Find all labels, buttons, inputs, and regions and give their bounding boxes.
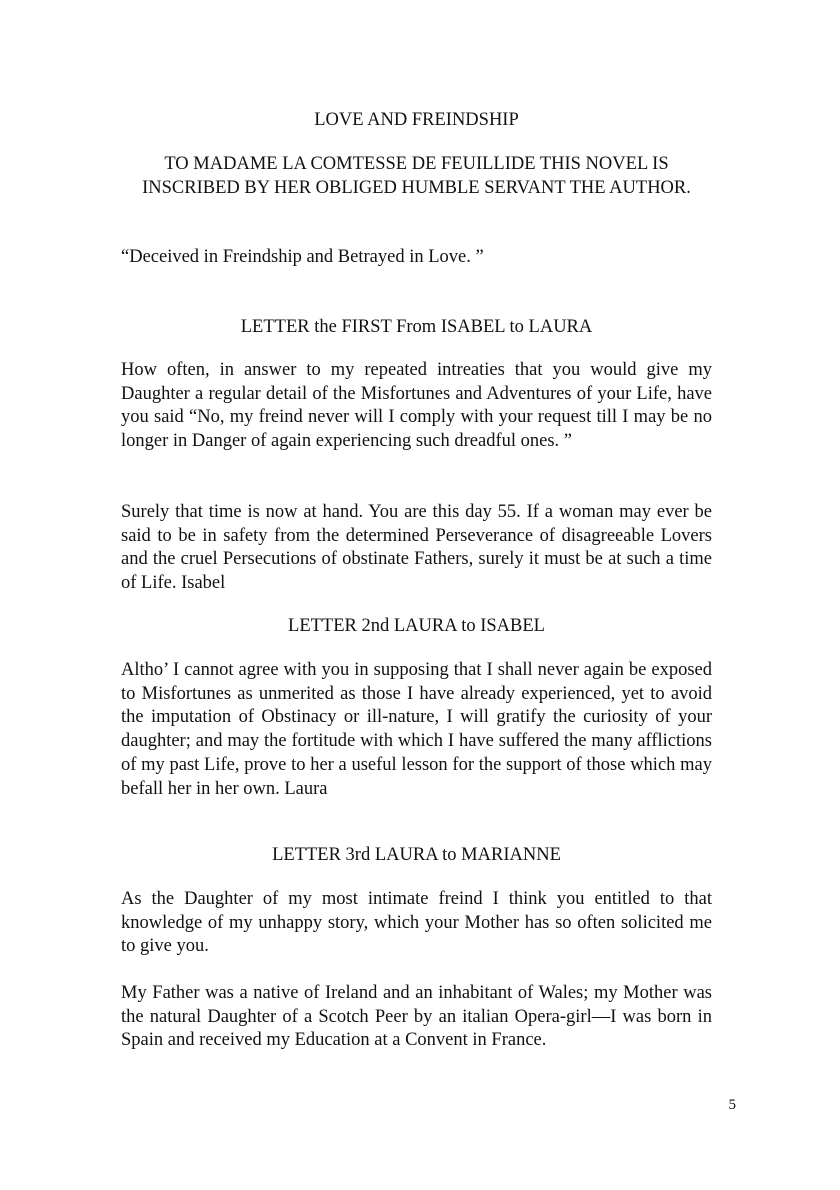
dedication: TO MADAME LA COMTESSE DE FEUILLIDE THIS NOVEL IS INSCRIBED BY HER OBLIGED HUMBLE SERVANT THE AUTHOR. (142, 154, 691, 198)
letter-3-paragraph-2: My Father was a native of Ireland and an inhabitant of Wales; my Mother was the natural Daughter of a Scotch Peer by an italian Opera-girl—I was born in Spain and received my Education at a Convent in France. (121, 983, 712, 1051)
letter-2-paragraph-1: Altho’ I cannot agree with you in supposing that I shall never again be exposed to Misfortunes as unmerited as those I have already experienced, yet to avoid the imputation of Obstinacy or ill-nature, I will gratify the curiosity of your daughter; and may the fortitude with which I have suffered the many afflictions of my past Life, prove to her a useful lesson for the support of those which may befall her in her own. Laura (121, 660, 712, 799)
page-number: 5 (728, 1097, 736, 1113)
document-title: LOVE AND FREINDSHIP (314, 110, 519, 130)
letter-1-paragraph-2: Surely that time is now at hand. You are this day 55. If a woman may ever be said to be in safety from the determined Perseverance of disagreeable Lovers and the cruel Persecutions of obstinate Fathers, surely it must be at such a time of Life. Isabel (121, 502, 712, 594)
letter-3-heading: LETTER 3rd LAURA to MARIANNE (272, 845, 561, 865)
letter-1-heading: LETTER the FIRST From ISABEL to LAURA (240, 317, 593, 337)
epigraph: “Deceived in Freindship and Betrayed in Love. ” (121, 247, 484, 267)
letter-3-paragraph-1: As the Daughter of my most intimate freind I think you entitled to that knowledge of my unhappy story, which your Mother has so often solicited me to give you. (121, 889, 712, 957)
letter-1-paragraph-1: How often, in answer to my repeated intreaties that you would give my Daughter a regular detail of the Misfortunes and Adventures of your Life, have you said “No, my freind never will I comply with your request till I may be no longer in Danger of again experiencing such dreadful ones. ” (121, 360, 712, 452)
letter-2-heading: LETTER 2nd LAURA to ISABEL (288, 616, 545, 636)
